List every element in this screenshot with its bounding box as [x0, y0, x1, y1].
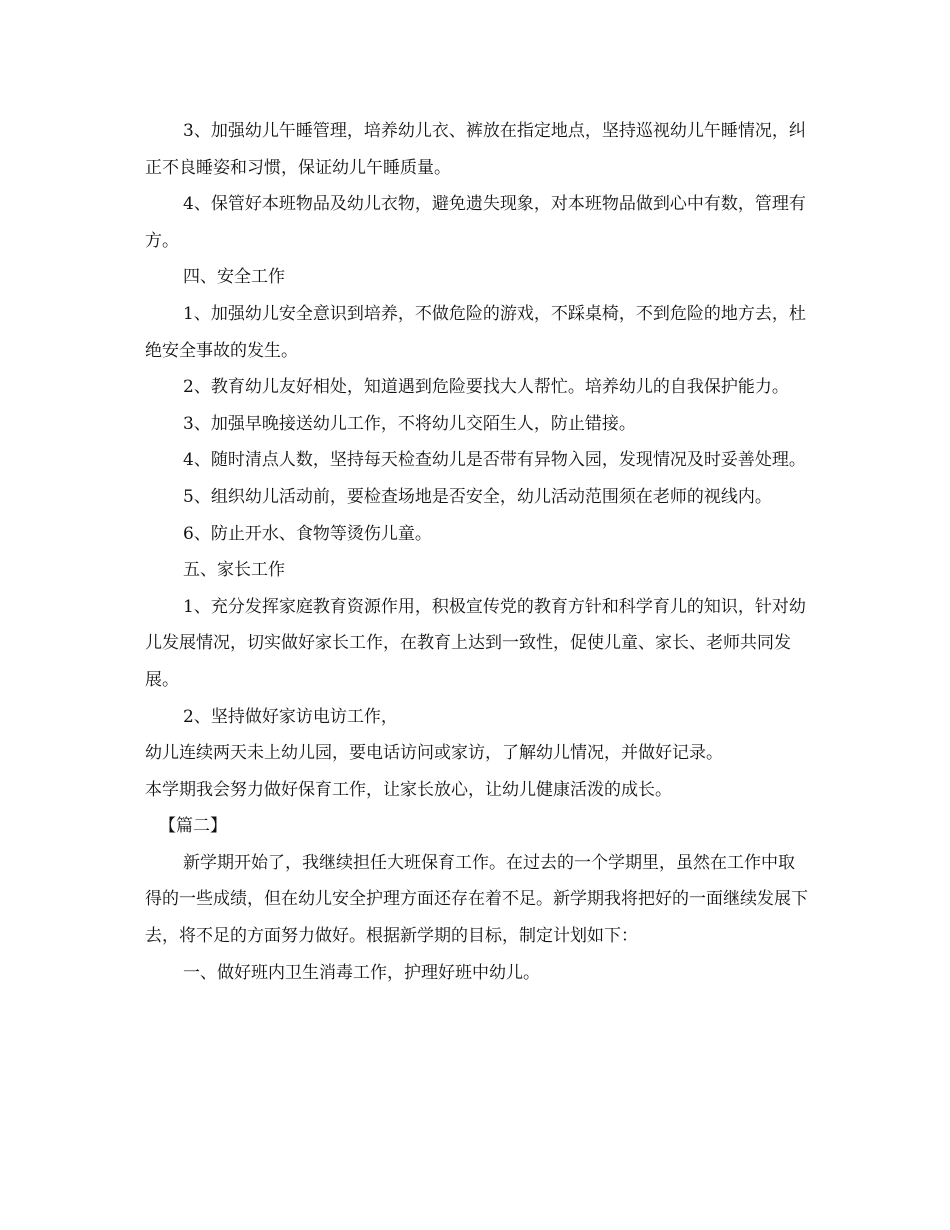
- paragraph-family-education: 1、充分发挥家庭教育资源作用，积极宣传党的教育方针和科学育儿的知识，针对幼儿发展情况，切实做好家长工作，在教育上达到一致性，促使儿童、家长、老师共同发展。: [145, 596, 806, 690]
- paragraph-pickup-dropoff: 3、加强早晚接送幼儿工作，不将幼儿交陌生人，防止错接。: [183, 413, 636, 434]
- paragraph-activity-check: 5、组织幼儿活动前，要检查场地是否安全，幼儿活动范围须在老师的视线内。: [183, 486, 772, 507]
- paragraph-absence-followup: 幼儿连续两天未上幼儿园，要电话访问或家访，了解幼儿情况，并做好记录。: [145, 743, 723, 764]
- paragraph-semester-commitment: 本学期我会努力做好保育工作，让家长放心，让幼儿健康活泼的成长。: [145, 779, 672, 800]
- paragraph-friendly-children: 2、教育幼儿友好相处，知道遇到危险要找大人帮忙。培养幼儿的自我保护能力。: [183, 377, 789, 398]
- section-heading-safety: 四、安全工作: [183, 267, 285, 288]
- chapter-title-part-two: 【篇二】: [159, 816, 227, 837]
- section-heading-parents: 五、家长工作: [183, 560, 285, 581]
- paragraph-new-semester: 新学期开始了，我继续担任大班保育工作。在过去的一个学期里，虽然在工作中取得的一些成绩，但在幼儿安全护理方面还存在着不足。新学期我将把好的一面继续发展下去，将不足的方面努力做好。根据新学期的目标，制定计划如下：: [145, 852, 808, 947]
- paragraph-class-items: 4、保管好本班物品及幼儿衣物，避免遗失现象，对本班物品做到心中有数，管理有方。: [145, 194, 806, 251]
- document-body: [145, 113, 810, 991]
- paragraph-hygiene-disinfection: 一、做好班内卫生消毒工作，护理好班中幼儿。: [183, 962, 540, 983]
- paragraph-burn-prevention: 6、防止开水、食物等烫伤儿童。: [183, 523, 432, 544]
- paragraph-headcount: 4、随时清点人数，坚持每天检查幼儿是否带有异物入园，发现情况及时妥善处理。: [183, 450, 806, 471]
- paragraph-home-visits: 2、坚持做好家访电访工作，: [183, 706, 398, 727]
- paragraph-safety-awareness: 1、加强幼儿安全意识到培养，不做危险的游戏，不踩桌椅，不到危险的地方去，杜绝安全事故的发生。: [145, 303, 806, 361]
- paragraph-nap-management: 3、加强幼儿午睡管理，培养幼儿衣、裤放在指定地点，坚持巡视幼儿午睡情况，纠正不良睡姿和习惯，保证幼儿午睡质量。: [145, 121, 806, 178]
